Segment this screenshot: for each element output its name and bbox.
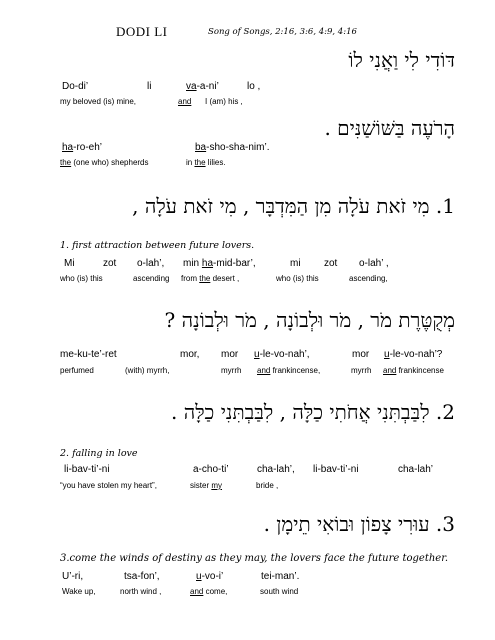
gloss: (with) myrrh, (125, 366, 170, 375)
word: mor (221, 349, 239, 360)
section-note: 1. first attraction between future lovers. (60, 240, 255, 251)
gloss: Wake up, (62, 587, 96, 596)
word: lo , (247, 81, 261, 92)
word: u-le-vo-nah’? (384, 349, 443, 360)
hebrew-line: 3. עוּרִי צָפוֹן וּבוֹאִי תֵימָן . (263, 512, 455, 536)
gloss: in the lilies. (186, 158, 226, 167)
word: va-a-ni’ (186, 81, 219, 92)
word: o-lah’, (137, 258, 165, 269)
gloss: who (is) this (276, 274, 319, 283)
hebrew-line: מְקֻטֶּרֶת מֹר , מֹר וּלְבוֹנָה , מֹר וּלְבוֹנָה ? (164, 308, 455, 332)
word: mi (290, 258, 301, 269)
page-title: DODI LI (116, 24, 168, 39)
gloss: sister my (190, 481, 223, 490)
word: u-le-vo-nah’, (254, 349, 310, 360)
word: o-lah’ , (359, 258, 389, 269)
word: li (147, 81, 152, 92)
word: me-ku-te’-ret (60, 349, 117, 360)
gloss: south wind (260, 587, 299, 596)
word: zot (103, 258, 117, 269)
hebrew-line: הָרֹעֶה בַּשּׁוֹשַׁנִּים . (324, 116, 455, 140)
gloss: bride , (256, 481, 279, 490)
word: cha-lah’, (257, 464, 295, 475)
word: tei-man’. (261, 571, 300, 582)
gloss: and (178, 97, 192, 106)
word: mor, (180, 349, 200, 360)
hebrew-line: 2. לִבַּבְתִּנִי אֲחֹתִי כַלָּה , לִבַּבְתִּנִי כַלָּה . (170, 400, 455, 424)
word: zot (324, 258, 338, 269)
gloss: and frankincense, (257, 366, 321, 375)
scripture-reference: Song of Songs, 2:16, 3:6, 4:9, 4:16 (208, 27, 357, 37)
gloss: north wind , (120, 587, 162, 596)
gloss: perfumed (60, 366, 94, 375)
gloss: ascending (133, 274, 170, 283)
gloss: my beloved (is) mine, (60, 97, 137, 106)
gloss: from the desert , (181, 274, 240, 283)
gloss: and come, (190, 587, 228, 596)
hebrew-line: דּוֹדִי לִי וַאֲנִי לוֹ (348, 48, 455, 72)
word: li-bav-ti’-ni (64, 464, 110, 475)
section-note: 3.come the winds of destiny as they may, the lovers face the future together. (60, 553, 449, 564)
word: ha-ro-eh’ (62, 142, 103, 153)
word: U’-ri, (62, 571, 84, 582)
gloss: the (one who) shepherds (60, 158, 149, 167)
gloss: “you have stolen my heart”, (60, 481, 157, 490)
word: tsa-fon’, (124, 571, 160, 582)
word: ba-sho-sha-nim’. (195, 142, 270, 153)
hebrew-line: 1. מִי זֹאת עֹלָה מִן הַמִּדְבָּר , מִי זֹאת עֹלָה , (132, 194, 455, 218)
word: cha-lah’ (398, 464, 434, 475)
gloss: ascending, (349, 274, 388, 283)
gloss: myrrh (221, 366, 242, 375)
word: u-vo-i’ (196, 571, 224, 582)
word: min ha-mid-bar’, (183, 258, 256, 269)
section-note: 2. falling in love (60, 448, 138, 459)
gloss: who (is) this (60, 274, 103, 283)
gloss: and frankincense (383, 366, 444, 375)
word: a-cho-ti’ (193, 464, 229, 475)
word: Mi (64, 258, 75, 269)
word: li-bav-ti’-ni (313, 464, 359, 475)
gloss: I (am) his , (205, 97, 243, 106)
gloss: myrrh (351, 366, 372, 375)
word: Do-di’ (62, 81, 89, 92)
word: mor (352, 349, 370, 360)
